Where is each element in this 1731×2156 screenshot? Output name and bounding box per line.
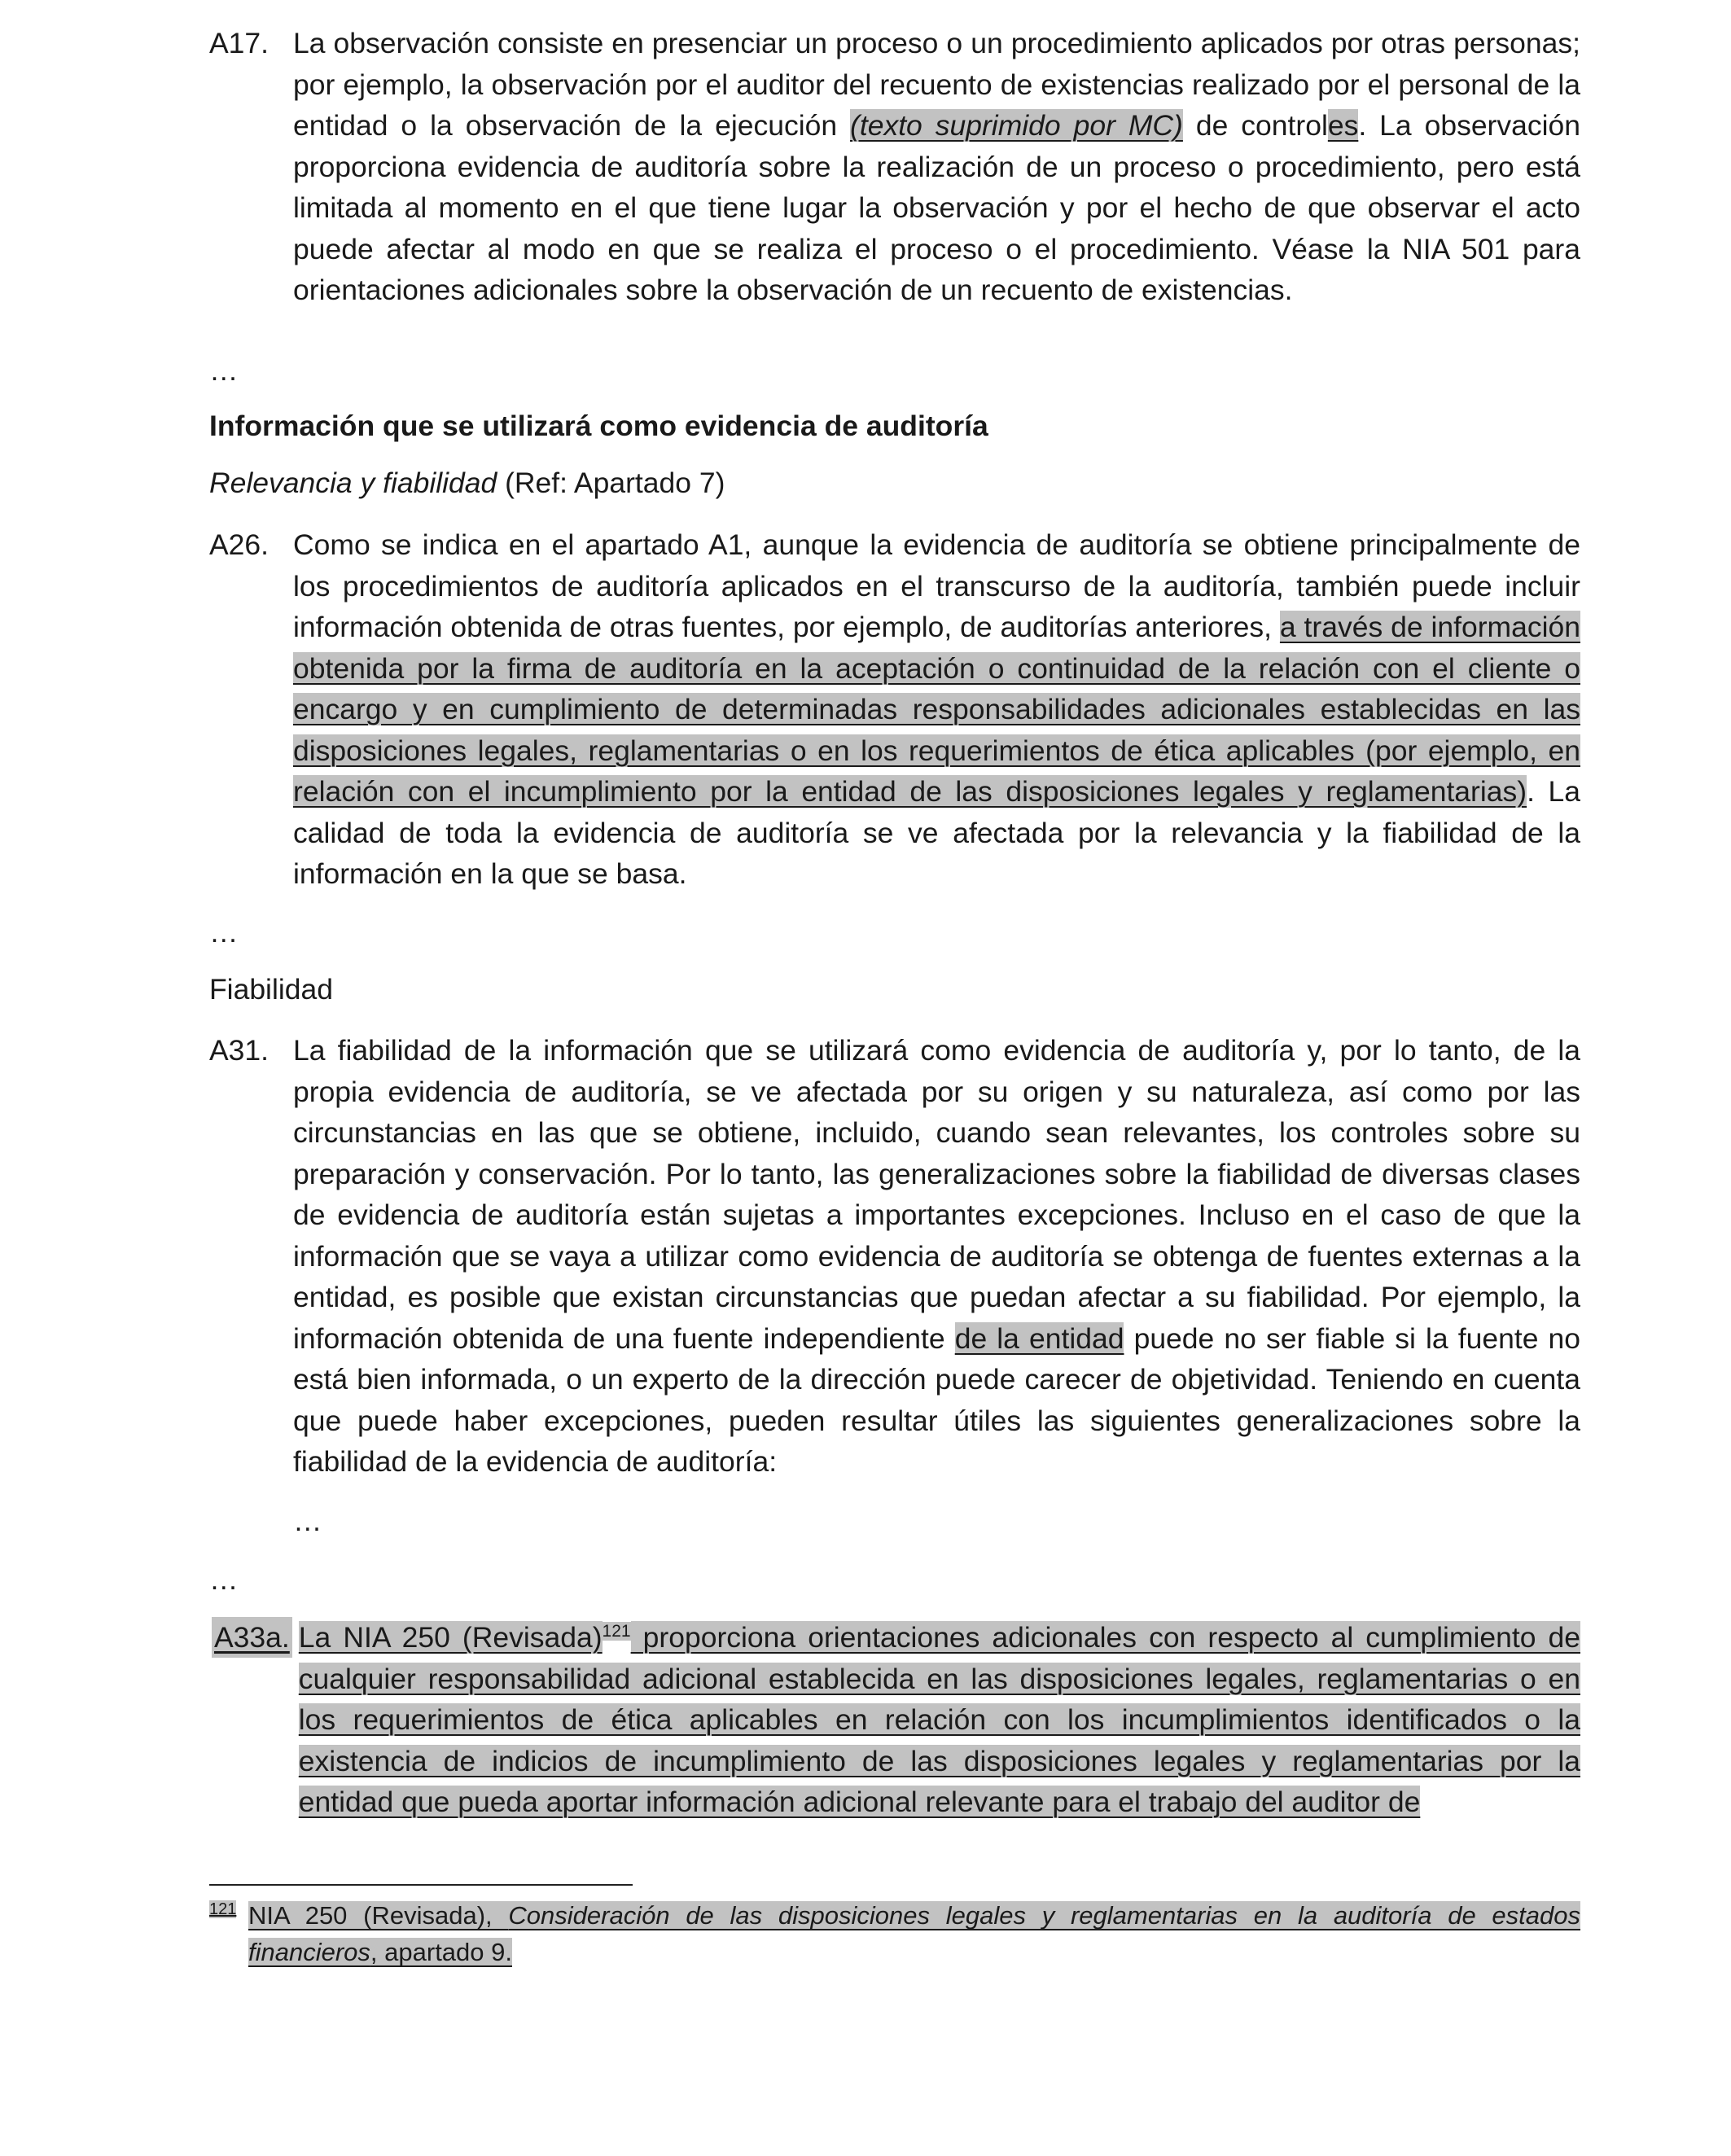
paragraph-a33a [209, 1617, 1580, 1823]
paragraph-number: A17. [209, 27, 270, 59]
footnote-body [248, 1897, 1580, 1970]
text-run: puede no ser fiable si la fuente no está bien informada, o un experto de la dirección puede carecer de objetividad. Teniendo en cuenta que puede haber excepciones, pueden resultar útiles las siguientes generalizaciones sobre la fiabilidad de la evidencia de auditoría: [293, 1321, 1581, 1478]
subheading [209, 462, 725, 503]
fiabilidad-heading: Fiabilidad [209, 973, 333, 1006]
footnote-number-label: 121 [209, 1900, 237, 1918]
paragraph-number: A26. [209, 528, 270, 561]
paragraph-a31 [209, 1030, 1580, 1483]
ellipsis: … [209, 1563, 239, 1596]
subheading-ref: (Ref: Apartado 7) [497, 467, 725, 499]
footnote-number [209, 1897, 248, 1970]
subheading-title: Relevancia y fiabilidad [209, 467, 497, 499]
text-run: . La observación proporciona evidencia de auditoría sobre la realización de un proceso o procedimiento, pero está limitada al momento en el que tiene lugar la observación y por el hecho de que observar el acto puede afectar al modo en que se realiza el proceso o el procedimiento. Véase la NIA 501 para orientaciones adicionales sobre la observación de un recuento de existencias. [293, 109, 1580, 306]
highlighted-text: Consideración de las disposiciones legales y reglamentarias en la auditoría de estados financieros [248, 1901, 1580, 1966]
text-run: Como se indica en el apartado A1, aunque la evidencia de auditoría se obtiene principalmente de los procedimientos de auditoría aplicados en el transcurso de la auditoría, también puede incluir información obtenida de otras fuentes, por ejemplo, de auditorías anteriores, [293, 528, 1580, 643]
highlighted-text: de la entidad [954, 1321, 1124, 1355]
text-run: de control [1182, 109, 1328, 142]
highlighted-text: proporciona orientaciones adicionales con respecto al cumplimiento de cualquier responsabilidad adicional establecida en las disposiciones legales, reglamentarias o en los requerimientos de ética aplicables en relación con los incumplimientos identificados o la existencia de indicios de incumplimiento de las disposiciones legales y reglamentarias por la entidad que pueda aportar información adicional relevante para el trabajo del auditor de [298, 1621, 1580, 1818]
paragraph-body [293, 23, 1580, 311]
text-run: . La calidad de toda la evidencia de auditoría se ve afectada por la relevancia y la fiabilidad de la información en la que se basa. [293, 775, 1580, 890]
ellipsis: … [209, 916, 239, 949]
paragraph-number: A31. [209, 1034, 270, 1067]
ellipsis: … [293, 1505, 322, 1537]
highlighted-text: NIA 250 (Revisada), [248, 1901, 509, 1930]
paragraph-a17 [209, 23, 1580, 311]
highlighted-text: (texto suprimido por MC) [850, 109, 1183, 142]
paragraph-body [293, 1030, 1580, 1483]
text-run: La fiabilidad de la información que se utilizará como evidencia de auditoría y, por lo tanto, de la propia evidencia de auditoría, se ve afectada por su origen y su naturaleza, así como por las circunstancias en las que se obtiene, incluido, cuando sean relevantes, los controles sobre su preparación y conservación. Por lo tanto, las generalizaciones sobre la fiabilidad de diversas clases de evidencia de auditoría están sujetas a importantes excepciones. Incluso en el caso de que la información que se vaya a utilizar como evidencia de auditoría se obtenga de fuentes externas a la entidad, es posible que existan circunstancias que puedan afectar a su fiabilidad. Por ejemplo, la información obtenida de una fuente independiente [293, 1034, 1580, 1355]
text-run: La observación consiste en presenciar un proceso o un procedimiento aplicados por otras personas; por ejemplo, la observación por el auditor del recuento de existencias realizado por el personal de la entidad o la observación de la ejecución [293, 27, 1580, 142]
highlighted-text: es [1327, 109, 1359, 142]
paragraph-a26 [209, 524, 1580, 895]
footnote-reference[interactable]: 121 [602, 1622, 631, 1641]
highlighted-text: a través de información obtenida por la firma de auditoría en la aceptación o continuidad de la relación con el cliente o encargo y en cumplimiento de determinadas responsabilidades adicionales establecidas en las disposiciones legales, reglamentarias o en los requerimientos de ética aplicables (por ejemplo, en relación con el incumplimiento por la entidad de las disposiciones legales y reglamentarias) [293, 611, 1580, 808]
paragraph-body [299, 1617, 1580, 1823]
paragraph-number: A33a. [212, 1617, 292, 1658]
footnote-divider [209, 1884, 633, 1886]
paragraph-body [293, 524, 1580, 895]
section-heading: Información que se utilizará como evidencia de auditoría [209, 410, 988, 442]
ellipsis: … [209, 354, 239, 387]
highlighted-text: La NIA 250 (Revisada) [298, 1621, 603, 1654]
highlighted-text: , apartado 9. [370, 1938, 512, 1966]
footnote-121 [209, 1897, 1580, 1970]
